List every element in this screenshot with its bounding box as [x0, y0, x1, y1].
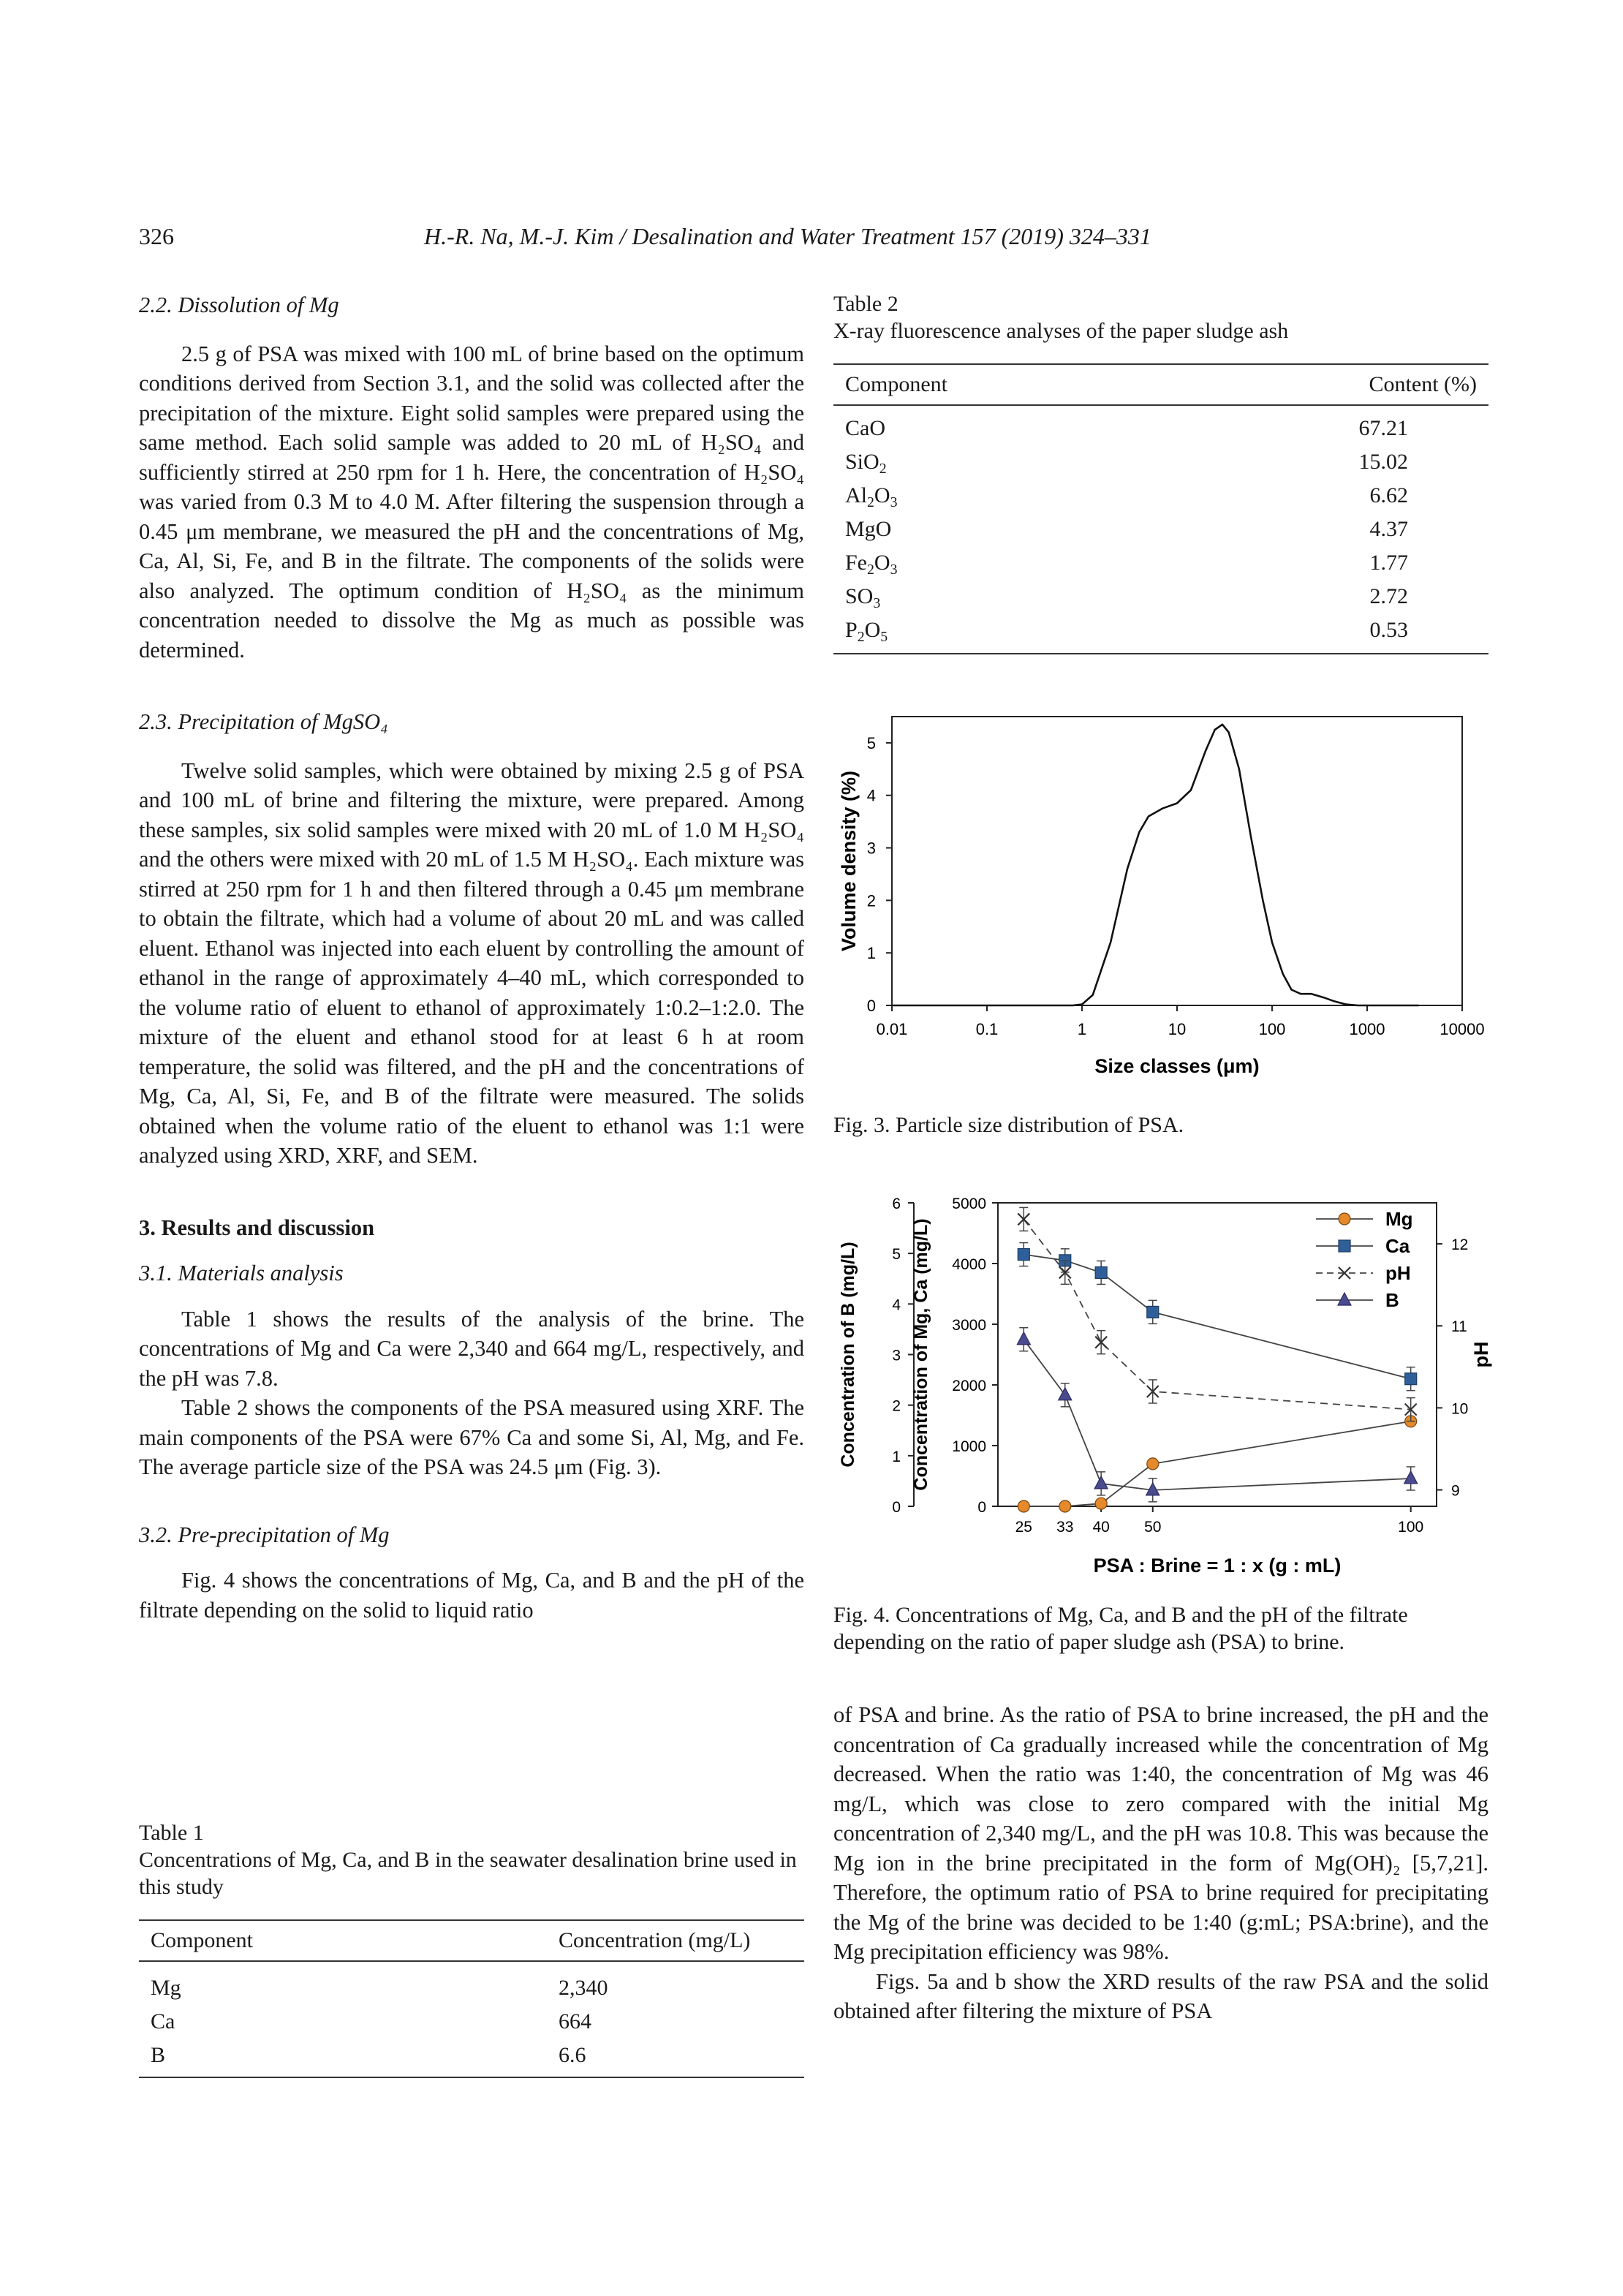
- fig-4-caption: Fig. 4. Concentrations of Mg, Ca, and B and the pH of the filtrate depending on the ratio of paper sludge ash (PSA) to brine.: [833, 1603, 1408, 1654]
- ca-point: [1147, 1306, 1159, 1318]
- b-tick-label: 1: [892, 1448, 901, 1465]
- table-2-component-cell: [833, 445, 1142, 479]
- formula-part: SiO: [845, 450, 879, 474]
- b-tick-label: 6: [892, 1196, 901, 1212]
- subscript: 3: [890, 494, 898, 510]
- y-tick-label: 2: [866, 891, 876, 910]
- table-row: [833, 546, 1488, 580]
- mgca-tick-label: 1000: [952, 1438, 986, 1455]
- right-paragraph-1: of PSA and brine. As the ratio of PSA to brine increased, the pH and the concentration of Ca gradually increased while the concentration of Mg decreased. When the ratio was 1:40, the concentration of Mg was 46 mg/L, which was close to zero compared with the initial Mg concentration of 2,340 mg/L, and the pH was 10.8. This was because the Mg ion in the brine precipitated in the form of Mg(OH)₂ [5,7,21]. Therefore, the optimum ratio of PSA to brine required for precipitating the Mg of the brine was decided to be 1:40 (g:mL; PSA:brine), and the Mg precipitation efficiency was 98%.: [833, 1702, 1488, 1964]
- x-tick-label: 10000: [1439, 1020, 1485, 1038]
- subscript: 3: [890, 561, 898, 578]
- table-2-value-cell: 0.53: [1142, 613, 1488, 654]
- section-2-2-title: 2.2. Dissolution of Mg: [139, 292, 339, 317]
- mg-point: [1339, 1213, 1350, 1225]
- formula-part: P: [845, 618, 858, 642]
- table-row: [139, 2039, 804, 2077]
- y-tick-label: 5: [866, 733, 876, 752]
- table-row: [833, 445, 1488, 479]
- formula-part: O: [874, 483, 890, 507]
- y-tick-label: 0: [866, 997, 876, 1015]
- ph-series-line: [1024, 1219, 1410, 1409]
- legend-label-b: B: [1385, 1289, 1399, 1311]
- b-series-line: [1024, 1340, 1410, 1490]
- x-tick-label: 1000: [1349, 1020, 1385, 1038]
- b-axis-label: Concentration of B (mg/L): [838, 1242, 858, 1468]
- b-tick-label: 5: [892, 1246, 901, 1264]
- table-row: [833, 479, 1488, 513]
- table-1-cell: B: [139, 2039, 547, 2077]
- table-2-value-cell: 15.02: [1358, 450, 1408, 474]
- x-tick-label: 50: [1144, 1519, 1162, 1536]
- mgca-tick-label: 4000: [952, 1256, 986, 1273]
- section-3-title: 3. Results and discussion: [139, 1215, 375, 1240]
- section-2-3-title: 2.3. Precipitation of MgSO₄: [139, 709, 388, 734]
- table-1-cell: 664: [559, 2009, 591, 2033]
- table-row: [833, 580, 1488, 613]
- section-2-3-paragraph: Twelve solid samples, which were obtained by mixing 2.5 g of PSA and 100 mL of brine and filtering the mixture, were prepared. Among these samples, six solid samples were mixed with 20 mL of 1.0 M H₂SO₄ and the others were mixed with 20 mL of 1.5 M H₂SO₄. Each mixture was stirred at 250 rpm for 1 h and then filtered through a 0.45 μm membrane to obtain the filtrate, which had a volume of about 20 mL and was called eluent. Ethanol was injected into each eluent by controlling the amount of ethanol in the range of approximately 4–40 mL, which corresponded to the volume ratio of eluent to ethanol of approximately 1:0.2–1:2.0. The mixture of the eluent and ethanol stood for at least 6 h at room temperature, the solid was filtered, and the pH and the concentrations of Mg, Ca, Al, Si, Fe, and B of the filtrate were measured. The solids obtained when the volume ratio of the eluent to ethanol was 1:1 were analyzed using XRD, XRF, and SEM.: [139, 758, 804, 1168]
- ca-point: [1018, 1249, 1029, 1261]
- section-3-1-title: 3.1. Materials analysis: [139, 1261, 344, 1285]
- mg-point: [1147, 1458, 1159, 1470]
- section-3-1-paragraph-1: Table 1 shows the results of the analysis of the brine. The concentrations of Mg and Ca were 2,340 and 664 mg/L, respectively, and the pH was 7.8.: [139, 1306, 804, 1391]
- subscript: 2: [867, 494, 874, 510]
- x-axis-label: PSA : Brine = 1 : x (g : mL): [1093, 1555, 1342, 1576]
- right-column: [833, 1700, 1488, 2026]
- subscript: 5: [880, 628, 888, 645]
- b-point: [1338, 1293, 1351, 1305]
- table-1-cell: 2,340: [559, 1976, 608, 2000]
- table-2-value-cell: 2.72: [1369, 584, 1408, 608]
- y-tick-label: 4: [866, 786, 876, 805]
- x-tick-label: 100: [1398, 1519, 1424, 1536]
- ca-point: [1095, 1266, 1107, 1278]
- legend-label-ca: Ca: [1385, 1235, 1410, 1257]
- fig-3-chart: [833, 706, 1491, 1100]
- ca-point: [1339, 1240, 1350, 1252]
- mgca-tick-label: 3000: [952, 1317, 986, 1334]
- formula-part: MgO: [845, 517, 892, 541]
- x-tick-label: 0.1: [975, 1020, 999, 1038]
- table-2-component-cell: [833, 546, 1142, 580]
- table-2-component-cell: [833, 479, 1142, 513]
- subscript: 3: [873, 594, 881, 611]
- table-row: [833, 513, 1488, 546]
- b-tick-label: 0: [892, 1499, 901, 1516]
- mg-point: [1095, 1498, 1107, 1509]
- x-tick-label: 1: [1077, 1020, 1087, 1038]
- fig-4-chart: [833, 1188, 1506, 1590]
- mgca-tick-label: 0: [977, 1499, 986, 1516]
- b-point: [1017, 1332, 1030, 1345]
- x-tick-label: 10: [1168, 1020, 1187, 1038]
- formula-part: CaO: [845, 416, 885, 440]
- table-2-value-cell: 4.37: [1369, 517, 1408, 541]
- formula-part: Al: [845, 483, 867, 507]
- table-2-header-content: Content (%): [1142, 364, 1488, 405]
- subscript: 2: [879, 460, 887, 477]
- y-axis-label: Volume density (%): [838, 770, 860, 952]
- table-1: [139, 1819, 804, 2078]
- table-row: [833, 613, 1488, 654]
- running-title: H.-R. Na, M.-J. Kim / Desalination and Water Treatment 157 (2019) 324–331: [424, 223, 1151, 249]
- table-2-component-cell: [833, 613, 1142, 654]
- section-2-2-paragraph: 2.5 g of PSA was mixed with 100 mL of brine based on the optimum conditions derived from Section 3.1, and the solid was collected after the precipitation of the mixture. Eight solid samples were prepared using the same method. Each solid sample was added to 20 mL of H₂SO₄ and sufficiently stirred at 250 rpm for 1 h. Here, the concentration of H₂SO₄ was varied from 0.3 M to 4.0 M. After filtering the suspension through a 0.45 μm membrane, we measured the pH and the concentrations of Mg, Ca, Al, Si, Fe, and B in the filtrate. The components of the solids were also analyzed. The optimum condition of H₂SO₄ as the minimum concentration needed to dissolve the Mg as much as possible was determined.: [139, 341, 804, 662]
- ph-tick-label: 10: [1451, 1400, 1469, 1418]
- left-column: [139, 290, 804, 1625]
- x-tick-label: 100: [1258, 1020, 1286, 1038]
- b-tick-label: 4: [892, 1296, 901, 1314]
- fig-3-caption: Fig. 3. Particle size distribution of PSA.: [833, 1113, 1184, 1137]
- table-1-header-concentration: Concentration (mg/L): [547, 1920, 804, 1961]
- table-2-value-cell: 6.62: [1369, 483, 1408, 507]
- table-1-cell: 6.6: [547, 2039, 804, 2077]
- b-point: [1404, 1471, 1418, 1484]
- ph-tick-label: 11: [1451, 1318, 1467, 1336]
- legend-label-ph: pH: [1385, 1262, 1411, 1284]
- mgca-axis-label: Concentration of Mg, Ca (mg/L): [911, 1218, 931, 1491]
- table-2-value-cell: 67.21: [1358, 416, 1408, 440]
- x-axis-label: Size classes (μm): [1094, 1055, 1260, 1077]
- table-2-header-component: Component: [833, 364, 1142, 405]
- formula-part: O: [864, 618, 881, 642]
- section-3-2-title: 3.2. Pre-precipitation of Mg: [139, 1522, 390, 1547]
- table-2-value-cell: 1.77: [1369, 551, 1408, 575]
- b-tick-label: 3: [892, 1347, 901, 1364]
- table-1-label: Table 1: [139, 1821, 204, 1845]
- table-1-cell: Ca: [151, 2009, 175, 2033]
- y-tick-label: 1: [866, 944, 876, 963]
- b-tick-label: 2: [892, 1397, 901, 1415]
- x-tick-label: 0.01: [876, 1020, 908, 1038]
- mgca-tick-label: 2000: [952, 1378, 986, 1394]
- table-1-header-component: Component: [139, 1920, 547, 1961]
- figure-3: [833, 706, 1491, 1100]
- y-tick-label: 3: [866, 839, 876, 858]
- subscript: 2: [857, 628, 865, 645]
- table-2: [833, 290, 1488, 654]
- table-2-component-cell: [833, 412, 1142, 445]
- table-row: [139, 2005, 804, 2039]
- ca-point: [1405, 1373, 1417, 1385]
- ph-axis-label: pH: [1470, 1341, 1492, 1368]
- table-2-caption: X-ray fluorescence analyses of the paper sludge ash: [833, 319, 1289, 343]
- table-row: [139, 1971, 804, 2005]
- table-1-cell: Mg: [151, 1976, 181, 2000]
- ph-tick-label: 9: [1451, 1482, 1460, 1500]
- figure-4: [833, 1188, 1506, 1590]
- x-tick-label: 33: [1056, 1519, 1074, 1536]
- x-tick-label: 25: [1015, 1519, 1032, 1536]
- formula-part: SO: [845, 584, 874, 608]
- table-2-component-cell: [833, 580, 1142, 613]
- mg-series-line: [1024, 1421, 1410, 1506]
- table-2-component-cell: [833, 513, 1142, 546]
- subscript: 2: [867, 561, 874, 578]
- distribution-line: [892, 725, 1419, 1005]
- b-point: [1094, 1476, 1108, 1489]
- legend-label-mg: Mg: [1385, 1208, 1413, 1230]
- formula-part: Fe: [845, 551, 867, 575]
- section-3-1-paragraph-2: Table 2 shows the components of the PSA measured using XRF. The main components of the PSA were 67% Ca and some Si, Al, Mg, and Fe. The average particle size of the PSA was 24.5 μm (Fig. 3).: [139, 1395, 804, 1479]
- right-paragraph-2: Figs. 5a and b show the XRD results of the raw PSA and the solid obtained after filtering the mixture of PSA: [833, 1968, 1488, 2023]
- table-1-caption: Concentrations of Mg, Ca, and B in the seawater desalination brine used in this study: [139, 1848, 797, 1899]
- formula-part: O: [874, 551, 890, 575]
- mgca-tick-label: 5000: [952, 1196, 986, 1212]
- ph-tick-label: 12: [1451, 1236, 1469, 1254]
- plot-frame: [892, 717, 1462, 1005]
- table-2-label: Table 2: [833, 292, 898, 316]
- x-tick-label: 40: [1092, 1519, 1110, 1536]
- page-number: 326: [139, 223, 174, 249]
- section-3-2-paragraph: Fig. 4 shows the concentrations of Mg, Ca, and B and the pH of the filtrate depending on the solid to liquid ratio: [139, 1568, 804, 1623]
- mg-point: [1059, 1500, 1071, 1512]
- table-row: [833, 412, 1488, 445]
- mg-point: [1018, 1500, 1029, 1512]
